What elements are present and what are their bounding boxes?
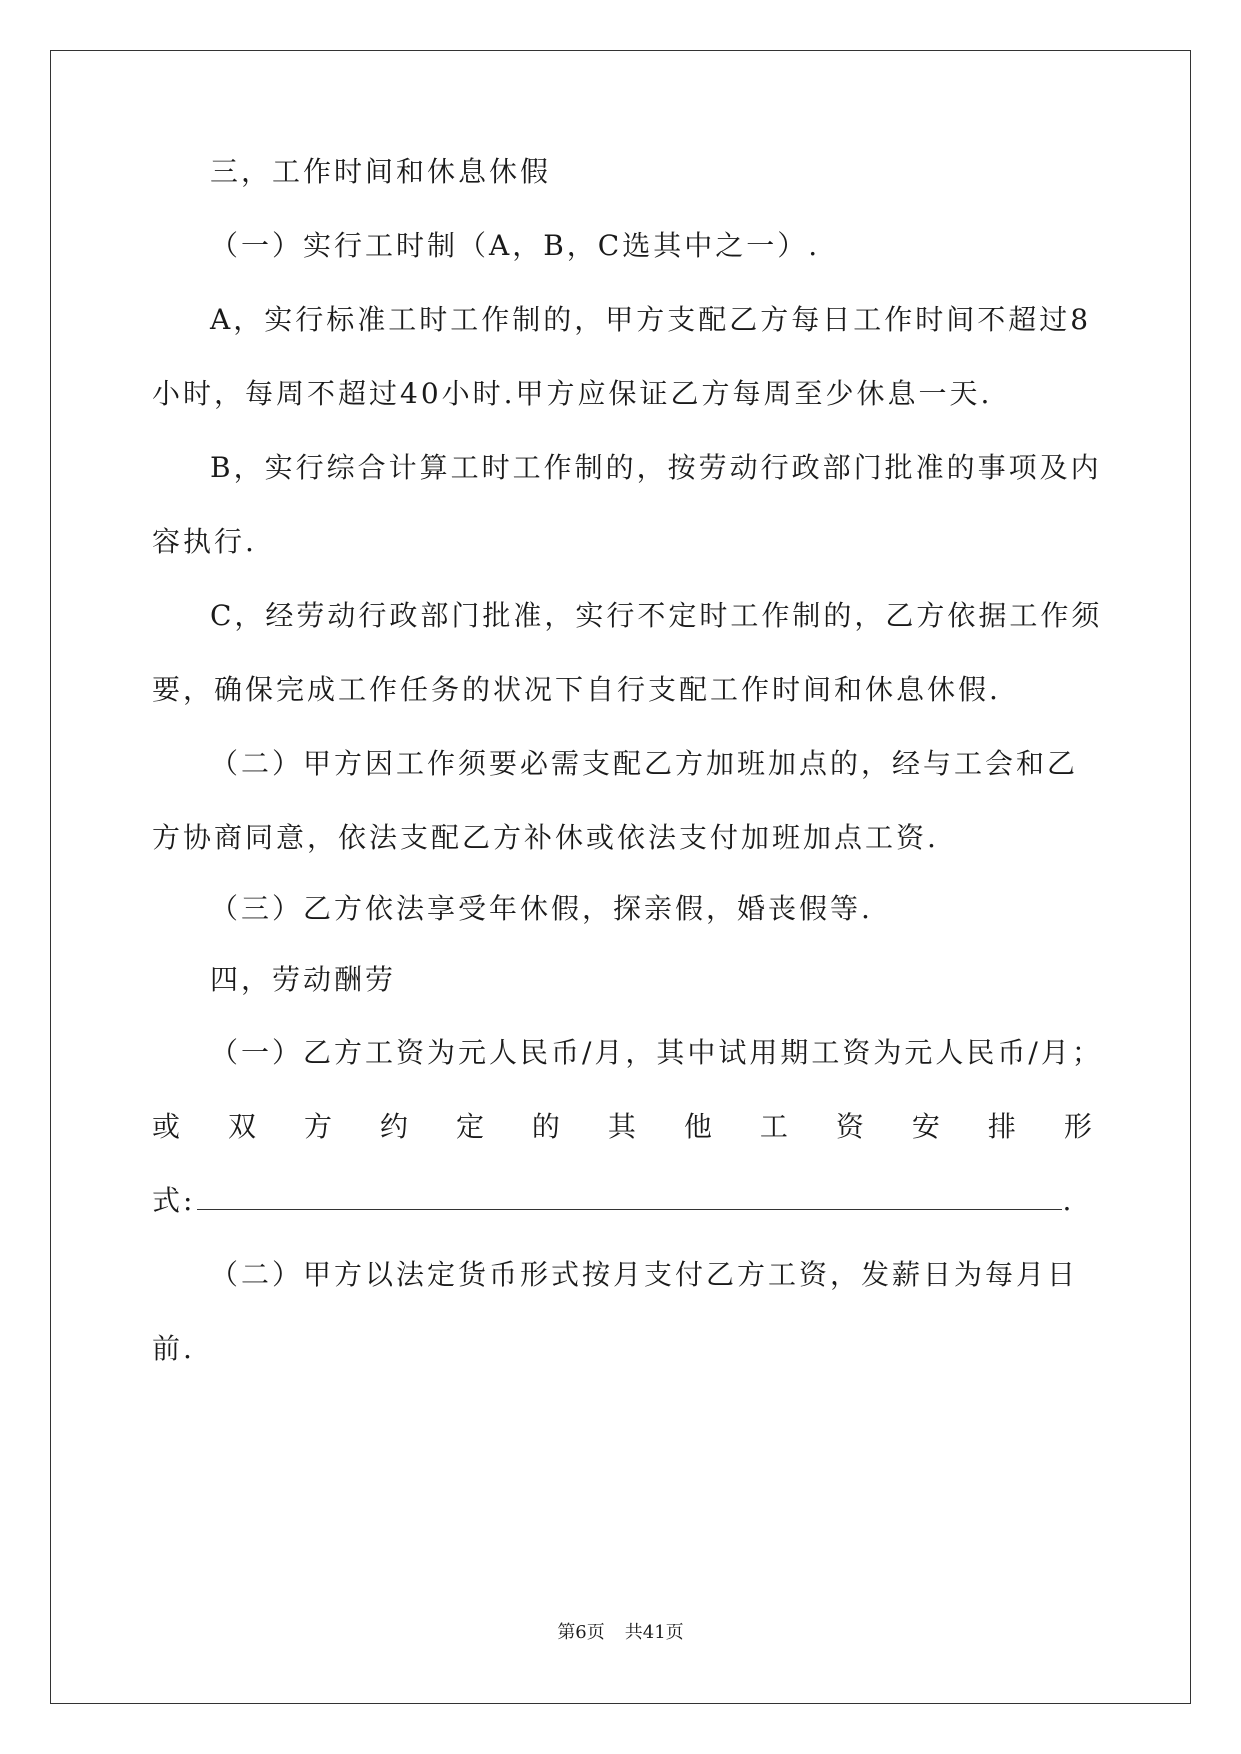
- section-heading-3: 三，工作时间和休息休假: [210, 155, 552, 188]
- paragraph-line: B，实行综合计算工时工作制的，按劳动行政部门批准的事项及内: [210, 451, 1102, 484]
- spread-char: 安: [911, 1110, 940, 1143]
- paragraph-line: （三）乙方依法享受年休假，探亲假，婚丧假等.: [210, 892, 873, 925]
- paragraph-line: 方协商同意，依法支配乙方补休或依法支付加班加点工资.: [152, 821, 939, 854]
- paragraph-line: C，经劳动行政部门批准，实行不定时工作制的，乙方依据工作须: [210, 599, 1103, 632]
- blank-label: 式:: [152, 1184, 196, 1217]
- page-number-total: 共41页: [624, 1622, 684, 1643]
- spread-char: 定: [455, 1110, 484, 1143]
- spread-char: 方: [303, 1110, 332, 1143]
- spread-char: 他: [683, 1110, 712, 1143]
- spread-char: 工: [759, 1110, 788, 1143]
- paragraph-line: （二）甲方以法定货币形式按月支付乙方工资，发薪日为每月日: [210, 1258, 1079, 1291]
- spread-char: 约: [379, 1110, 408, 1143]
- page-frame: [50, 50, 1191, 1704]
- paragraph-line: （一）实行工时制（A，B，C选其中之一）.: [210, 229, 821, 262]
- spread-char: 资: [835, 1110, 864, 1143]
- spread-char: 或: [152, 1110, 181, 1143]
- paragraph-line: A，实行标准工时工作制的，甲方支配乙方每日工作时间不超过8: [210, 303, 1092, 336]
- spread-char: 排: [987, 1110, 1016, 1143]
- spread-char: 的: [531, 1110, 560, 1143]
- blank-suffix: .: [1062, 1184, 1075, 1217]
- paragraph-line-blank: [152, 1181, 1074, 1221]
- paragraph-line: 要，确保完成工作任务的状况下自行支配工作时间和休息休假.: [152, 673, 1001, 706]
- paragraph-line: （二）甲方因工作须要必需支配乙方加班加点的，经与工会和乙: [210, 747, 1079, 780]
- spread-char: 其: [607, 1110, 636, 1143]
- page-number-current: 第6页: [557, 1622, 605, 1643]
- page-footer: [0, 1618, 1241, 1644]
- section-heading-4: 四，劳动酬劳: [210, 963, 397, 996]
- paragraph-line: （一）乙方工资为元人民币/月，其中试用期工资为元人民币/月；: [210, 1036, 1103, 1069]
- paragraph-line: 前.: [152, 1332, 195, 1365]
- paragraph-line-spread: [152, 1107, 1092, 1147]
- fill-in-blank[interactable]: [197, 1181, 1062, 1210]
- paragraph-line: 容执行.: [152, 525, 257, 558]
- spread-char: 双: [227, 1110, 256, 1143]
- spread-char: 形: [1063, 1110, 1092, 1143]
- paragraph-line: 小时，每周不超过40小时.甲方应保证乙方每周至少休息一天.: [152, 377, 993, 410]
